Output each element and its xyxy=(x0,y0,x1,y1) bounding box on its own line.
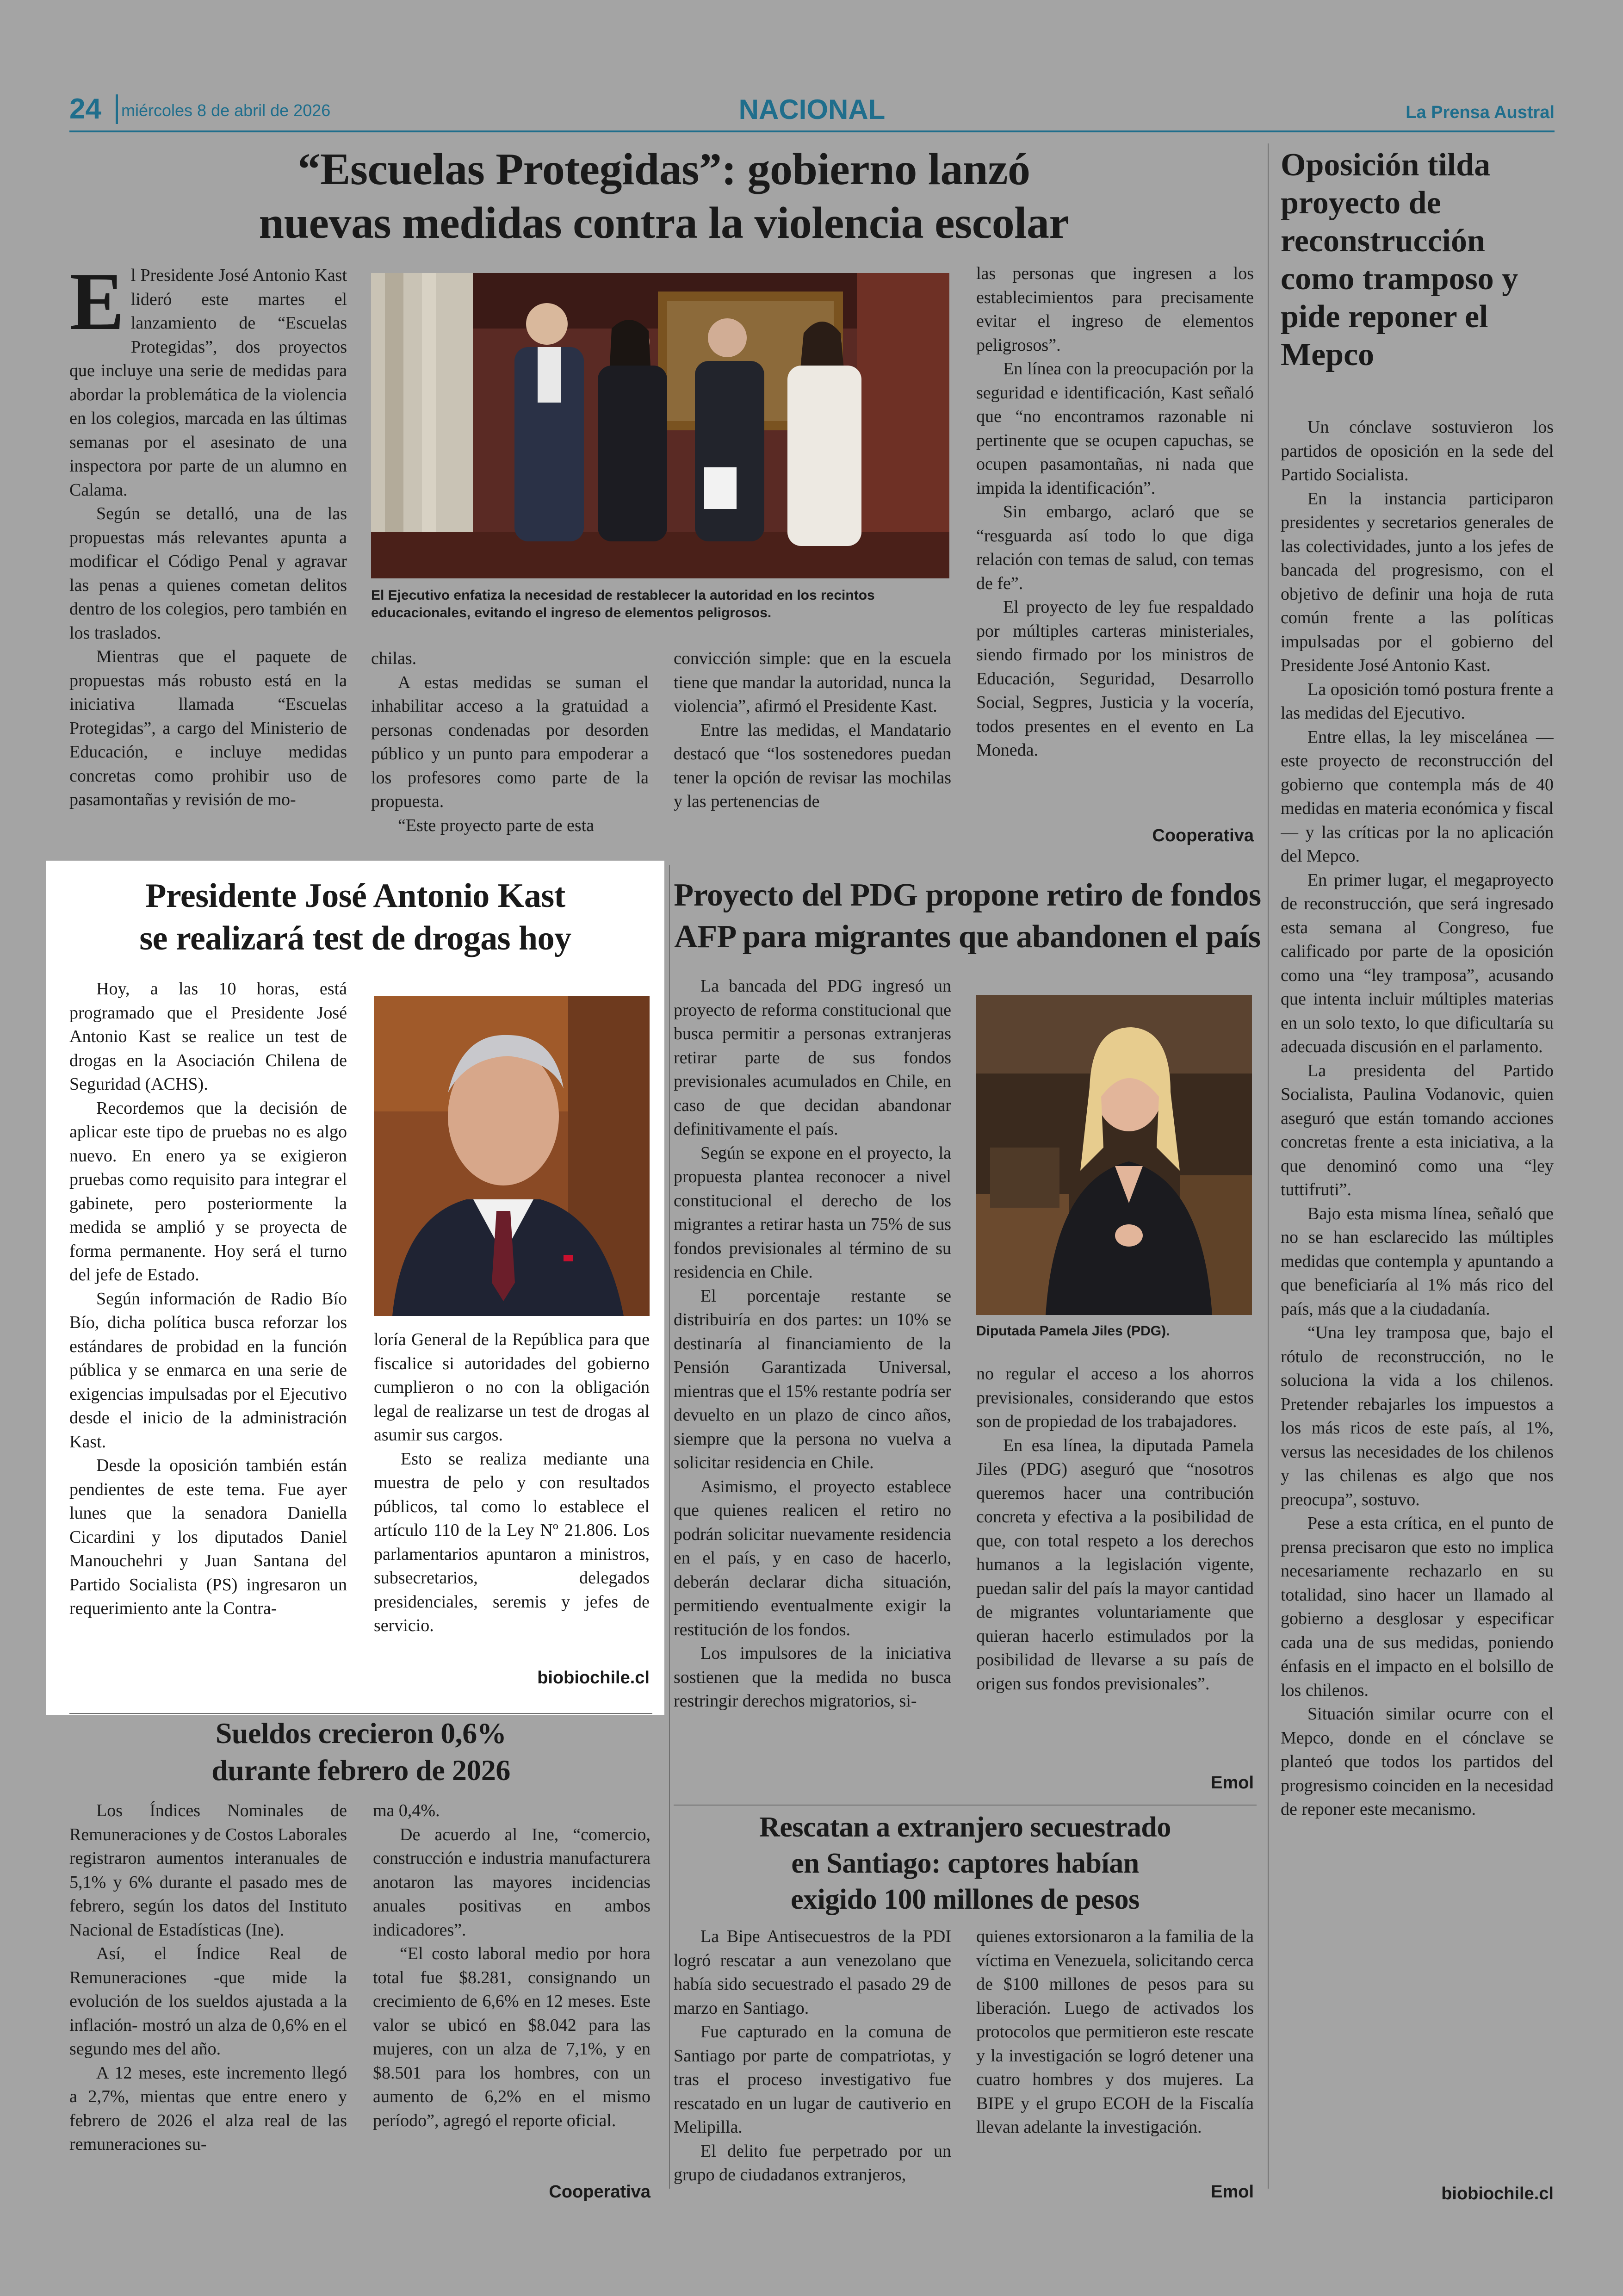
escuelas-col1 xyxy=(69,264,347,865)
escuelas-paragraph: Según se detalló, una de las propuestas más relevantes apunta a modificar el Código Penal y agravar las penas a quienes cometan delitos dentro de los colegios, pero también en los traslados. xyxy=(69,504,347,643)
sueldos-headline-line1: Sueldos crecieron 0,6% xyxy=(215,1717,507,1750)
rescate-source: Emol xyxy=(1211,2182,1254,2202)
oposicion-paragraph: Pese a esta crítica, en el punto de prensa precisaron que esto no implica necesariamente rechazarlo en su totalidad, sino hacer un llamado al gobierno a desglosar y especificar cada una de sus medidas, poniendo énfasis en el impacto en el bolsillo de los chilenos. xyxy=(1281,1514,1554,1700)
escuelas-paragraph: Entre las medidas, el Mandatario destacó que “los sostenedores puedan tener la opción de revisar las mochilas y las pertenencias de xyxy=(674,720,951,811)
sueldos-paragraph: ma 0,4%. xyxy=(373,1801,440,1820)
escuelas-lead-text: l Presidente José Antonio Kast lideró este martes el lanzamiento de “Escuelas Protegidas”, dos proyectos que incluye una serie de medidas para abordar la problemática de la violencia en los colegios, marcada en las últimas semanas por el asesinato de una inspectora por parte de un alumno en Calama. xyxy=(69,266,347,500)
rescate-headline xyxy=(674,1809,1257,1917)
kast-paragraph: Desde la oposición también están pendientes de este tema. Fue ayer lunes que la senadora Daniella Cicardini y los diputados Daniel Manouchehri y Juan Santana del Partido Socialista (PS) ingresaron un requerimiento ante la Contra- xyxy=(69,1456,347,1618)
oposicion-paragraph: Un cónclave sostuvieron los partidos de oposición en la sede del Partido Socialista. xyxy=(1281,417,1554,484)
oposicion-paragraph: La oposición tomó postura frente a las medidas del Ejecutivo. xyxy=(1281,679,1554,723)
escuelas-headline-line2: nuevas medidas contra la violencia escolar xyxy=(259,198,1069,248)
pdg-col1 xyxy=(674,974,951,1793)
kast-paragraph: Hoy, a las 10 horas, está programado que el Presidente José Antonio Kast se realice un test de drogas en la Asociación Chilena de Seguridad (ACHS). xyxy=(69,979,347,1094)
kast-source: biobiochile.cl xyxy=(537,1668,650,1688)
pdg-photo-image xyxy=(976,995,1252,1315)
pdg-paragraph: Según se expone en el proyecto, la propuesta plantea reconocer a nivel constitucional el derecho de los migrantes a retirar hasta un 75% de sus fondos previsionales al término de su residencia en Chile. xyxy=(674,1143,951,1282)
pdg-paragraph: La bancada del PDG ingresó un proyecto de reforma constitucional que busca permitir a personas extranjeras retirar parte de sus fondos previsionales acumulados en Chile, en caso de que decidan abandonar definitivamente el país. xyxy=(674,976,951,1139)
oposicion-paragraph: Bajo esta misma línea, señaló que no se han esclarecido las múltiples medidas que contempla y apuntando a que beneficiaría al 1% más rico del país, más que a la ciudadanía. xyxy=(1281,1204,1554,1319)
kast-paragraph: Según información de Radio Bío Bío, dicha política busca reforzar los estándares de probidad en la función pública y se enmarca en una serie de exigencias impulsadas por el Ejecutivo desde el inicio de la administración Kast. xyxy=(69,1289,347,1452)
header-divider xyxy=(116,94,118,124)
escuelas-photo xyxy=(371,273,949,578)
kast-headline-line1: Presidente José Antonio Kast xyxy=(145,877,565,915)
oposicion-source: biobiochile.cl xyxy=(1441,2184,1554,2203)
column-divider xyxy=(669,865,670,2189)
escuelas-source: Cooperativa xyxy=(1152,826,1254,845)
pdg-headline-line2: AFP para migrantes que abandonen el país xyxy=(674,919,1261,955)
escuelas-paragraph: convicción simple: que en la escuela tiene que mandar la autoridad, nunca la violencia”, afirmó el Presidente Kast. xyxy=(674,649,951,716)
escuelas-col2 xyxy=(371,647,649,860)
escuelas-paragraph: Sin embargo, aclaró que se “resguarda así todo lo que diga relación con temas de salud, con temas de fe”. xyxy=(976,502,1254,593)
escuelas-dropcap: E xyxy=(69,264,124,347)
oposicion-paragraph: La presidenta del Partido Socialista, Paulina Vodanovic, quien aseguró que están tomando acciones concretas frente a esta iniciativa, a la que denominó como una “ley tuttifruti”. xyxy=(1281,1061,1554,1199)
kast-paragraph: Esto se realiza mediante una muestra de pelo y con resultados públicos, tal como lo establece el artículo 110 de la Ley Nº 21.806. Los parlamentarios apuntaron a ministros, subsecretarios, delegados presidenciales, seremis y jefes de servicio. xyxy=(374,1449,650,1635)
sueldos-col1 xyxy=(69,1799,347,2206)
kast-paragraph: Recordemos que la decisión de aplicar este tipo de pruebas no es algo nuevo. En enero ya se exigieron pruebas como requisito para integrar el gabinete, pero posteriormente la medida se amplió y se proyecta de forma permanente. Hoy será el turno del jefe de Estado. xyxy=(69,1098,347,1285)
pdg-source: Emol xyxy=(1211,1773,1254,1793)
pdg-headline-line1: Proyecto del PDG propone retiro de fondos xyxy=(674,877,1261,913)
section-name: NACIONAL xyxy=(738,94,886,125)
sueldos-headline-line2: durante febrero de 2026 xyxy=(211,1754,510,1787)
rescate-col2 xyxy=(976,1925,1254,2184)
rescate-col1 xyxy=(674,1925,951,2207)
escuelas-paragraph: Mientras que el paquete de propuestas más robusto está en la iniciativa llamada “Escuelas Protegidas”, a cargo del Ministerio de Educación, e incluye medidas concretas como prohibir uso de pasamontañas y revisión de mo- xyxy=(69,647,347,809)
escuelas-lead-paragraph xyxy=(69,264,347,502)
column-divider xyxy=(1268,143,1269,2189)
escuelas-col4 xyxy=(976,262,1254,840)
sueldos-paragraph: Así, el Índice Real de Remuneraciones -que mide la evolución de los sueldos ajustada a la inflación- mostró un alza de 0,6% en el segundo mes del año. xyxy=(69,1944,347,2059)
oposicion-paragraph: “Una ley tramposa que, bajo el rótulo de reconstrucción, no le soluciona la vida a los chilenos. Pretender rebajarles los impuestos a los más ricos de este país, al 1%, versus las necesidades de los chilenos y las chilenas es algo que nos preocupa”, sostuvo. xyxy=(1281,1323,1554,1509)
escuelas-paragraph: En línea con la preocupación por la seguridad e identificación, Kast señaló que “no encontramos razonable ni pertinente que se ocupen capuchas, se ocupen pasamontañas, ni nada que impida la identificación”. xyxy=(976,359,1254,498)
rescate-headline-line1: Rescatan a extranjero secuestrado xyxy=(759,1812,1171,1843)
kast-headline-line2: se realizará test de drogas hoy xyxy=(139,919,571,957)
oposicion-paragraph: Entre ellas, la ley miscelánea —este proyecto de reconstrucción del gobierno que contempla más de 40 medidas en materia económica y fiscal— y las críticas por la no aplicación del Mepco. xyxy=(1281,727,1554,866)
escuelas-paragraph: “Este proyecto parte de esta xyxy=(398,815,595,835)
rescate-paragraph: El delito fue perpetrado por un grupo de ciudadanos extranjeros, xyxy=(674,2141,951,2184)
sueldos-paragraph: “El costo laboral medio por hora total fue $8.281, consignando un crecimiento de 6,6% en 12 meses. Este valor se ubicó en $8.042 para las mujeres, con un alza de 7,1%, y en $8.501 para los hombres, con un aumento de 6,2% en el mismo período”, agregó el reporte oficial. xyxy=(373,1944,650,2130)
pdg-headline xyxy=(674,875,1261,958)
oposicion-paragraph: Situación similar ocurre con el Mepco, donde en el cónclave se planteó que todos los partidos del progresismo coinciden en la necesidad de reponer este mecanismo. xyxy=(1281,1704,1554,1819)
oposicion-paragraph: En la instancia participaron presidentes y secretarios generales de las colectividades, junto a los jefes de bancada del progresismo, con el objetivo de definir una hoja de ruta común frente a las políticas impulsadas por el gobierno del Presidente José Antonio Kast. xyxy=(1281,489,1554,675)
oposicion-headline: Oposición tilda proyecto de reconstrucción como tramposo y pide reponer el Mepco xyxy=(1281,147,1518,372)
pdg-photo-caption: Diputada Pamela Jiles (PDG). xyxy=(976,1323,1170,1339)
sueldos-paragraph: De acuerdo al Ine, “comercio, construcción e industria manufacturera anotaron las mayores incidencias anuales positivas en ambos indicadores”. xyxy=(373,1824,650,1940)
pdg-paragraph: Asimismo, el proyecto establece que quienes realicen el retiro no podrán solicitar nuevamente residencia en el país, y en caso de hacerlo, deberán declarar dicha situación, permitiendo eventualmente exigir la restitución de los fondos. xyxy=(674,1477,951,1639)
sueldos-headline xyxy=(69,1715,652,1789)
section-divider xyxy=(69,1713,652,1714)
section-divider xyxy=(674,1805,1257,1806)
escuelas-photo-caption: El Ejecutivo enfatiza la necesidad de restablecer la autoridad en los recintos educacionales, evitando el ingreso de elementos peligrosos. xyxy=(371,588,875,621)
sueldos-source: Cooperativa xyxy=(549,2182,650,2202)
kast-photo-image xyxy=(374,996,650,1316)
escuelas-paragraph: El proyecto de ley fue respaldado por múltiples carteras ministeriales, siendo firmado por los ministros de Educación, Seguridad, Desarrollo Social, Segpres, Justicia y la vocería, todos presentes en el evento en La Moneda. xyxy=(976,597,1254,760)
newspaper-name: La Prensa Austral xyxy=(1406,103,1555,122)
escuelas-col3 xyxy=(674,647,951,860)
rescate-paragraph: La Bipe Antisecuestros de la PDI logró rescatar a aun venezolano que había sido secuestrado el pasado 29 de marzo en Santiago. xyxy=(674,1927,951,2018)
rescate-headline-line2: en Santiago: captores habían xyxy=(791,1848,1139,1879)
pdg-photo xyxy=(976,995,1252,1315)
kast-photo xyxy=(374,996,650,1316)
kast-col1 xyxy=(69,977,347,1699)
escuelas-paragraph: chilas. xyxy=(371,649,417,668)
oposicion-body xyxy=(1281,416,1554,2160)
page-number: 24 xyxy=(69,93,101,125)
pdg-col2 xyxy=(976,1362,1254,1769)
edition-date: miércoles 8 de abril de 2026 xyxy=(121,101,331,120)
kast-col2 xyxy=(374,1328,650,1670)
rescate-paragraph: Fue capturado en la comuna de Santiago por parte de compatriotas, y tras el proceso investigativo fue rescatado en un lugar de cautiverio en Melipilla. xyxy=(674,2022,951,2137)
oposicion-paragraph: En primer lugar, el megaproyecto de reconstrucción, que será ingresado esta semana al Congreso, fue calificado por parte de la oposición como una “ley tramposa”, acusando que intenta incluir múltiples materias en un solo texto, lo que dificultaría su adecuada discusión en el parlamento. xyxy=(1281,870,1554,1056)
pdg-paragraph: El porcentaje restante se distribuiría en dos partes: un 10% se destinaría al financiamiento de la Pensión Garantizada Universal, mientras que el 15% restante podría ser devuelto en un plazo de cinco años, siempre que la persona no vuelva a solicitar residencia en Chile. xyxy=(674,1286,951,1472)
escuelas-headline-line1: “Escuelas Protegidas”: gobierno lanzó xyxy=(297,144,1030,194)
pdg-paragraph: En esa línea, la diputada Pamela Jiles (PDG) aseguró que “nosotros queremos hacer una contribución concreta y efectiva a la posibilidad de que, con total respeto a los derechos humanos a la legislación vigente, puedan salir del país la mayor cantidad de migrantes voluntariamente que quieran hacerlo estimulados por la posibilidad de llevarse a su país de origen sus fondos previsionales”. xyxy=(976,1435,1254,1694)
pdg-paragraph: Los impulsores de la iniciativa sostienen que la medida no busca restringir derechos migratorios, si- xyxy=(674,1644,951,1711)
escuelas-headline xyxy=(69,143,1258,250)
header-rule xyxy=(69,130,1555,132)
kast-paragraph: loría General de la República para que fiscalice si autoridades del gobierno cumplieron o no con la obligación legal de realizarse un test de drogas al asumir sus cargos. xyxy=(374,1330,650,1445)
escuelas-photo-image xyxy=(371,273,949,578)
rescate-paragraph: quienes extorsionaron a la familia de la víctima en Venezuela, solicitando cerca de $100 millones de pesos para su liberación. Luego de activados los protocolos que permitieron este rescate y la investigación se logró detener una cuatro hombres y dos mujeres. La BIPE y el grupo ECOH de la Fiscalía llevan adelante la investigación. xyxy=(976,1927,1254,2137)
escuelas-paragraph: A estas medidas se suman el inhabilitar acceso a la gratuidad a personas condenadas por desorden público y un punto para empoderar a los profesores como parte de la propuesta. xyxy=(371,672,649,811)
rescate-headline-line3: exigido 100 millones de pesos xyxy=(791,1884,1140,1915)
sueldos-paragraph: A 12 meses, este incremento llegó a 2,7%, mientas que entre enero y febrero de 2026 el alza real de las remuneraciones su- xyxy=(69,2063,347,2154)
escuelas-paragraph: las personas que ingresen a los establecimientos para precisamente evitar el ingreso de elementos peligrosos”. xyxy=(976,264,1254,355)
sueldos-paragraph: Los Índices Nominales de Remuneraciones y de Costos Laborales registraron aumentos interanuales de 5,1% y 6% durante el pasado mes de febrero, según los datos del Instituto Nacional de Estadísticas (Ine). xyxy=(69,1801,347,1940)
sueldos-col2 xyxy=(373,1799,650,2178)
kast-headline xyxy=(56,875,655,960)
pdg-paragraph: no regular el acceso a los ahorros previsionales, considerando que estos son de propiedad de los trabajadores. xyxy=(976,1364,1254,1431)
